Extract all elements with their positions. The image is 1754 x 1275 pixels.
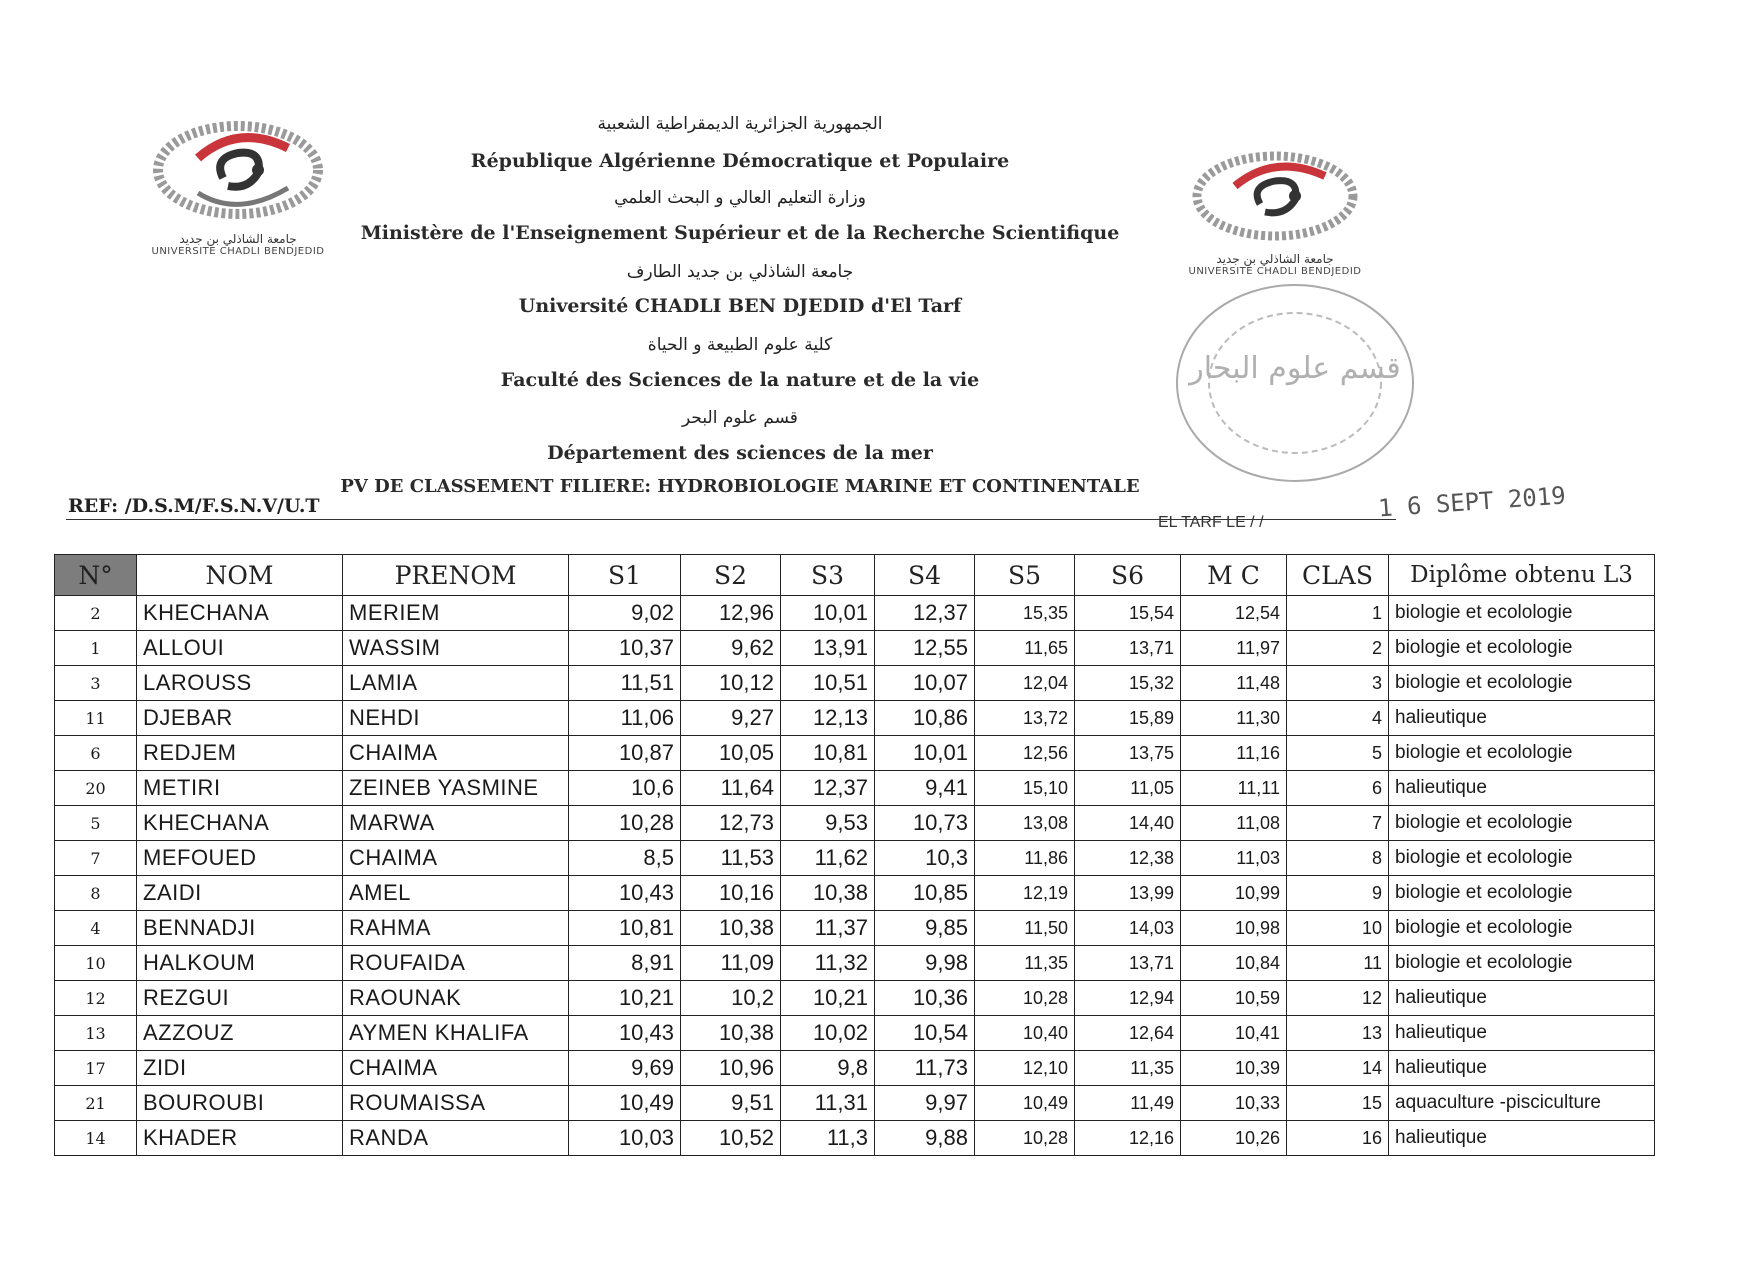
cell-clas: 3	[1287, 666, 1389, 701]
cell-nom: METIRI	[137, 771, 343, 806]
header-clas: CLAS	[1287, 555, 1389, 596]
cell-s3: 9,8	[781, 1051, 875, 1086]
cell-s2: 10,05	[681, 736, 781, 771]
cell-s2: 11,64	[681, 771, 781, 806]
cell-mc: 10,84	[1181, 946, 1287, 981]
cell-clas: 13	[1287, 1016, 1389, 1051]
cell-s4: 10,07	[875, 666, 975, 701]
cell-mc: 11,11	[1181, 771, 1287, 806]
table-row	[55, 631, 1655, 666]
cell-s1: 11,06	[569, 701, 681, 736]
cell-diplome: biologie et ecolologie	[1389, 946, 1655, 981]
header-republic: République Algérienne Démocratique et Populaire	[470, 150, 1010, 172]
cell-s5: 15,10	[975, 771, 1075, 806]
svg-text:قسم علوم البحار: قسم علوم البحار	[1189, 351, 1401, 386]
cell-mc: 10,26	[1181, 1121, 1287, 1156]
header-faculty: Faculté des Sciences de la nature et de la vie	[500, 369, 980, 391]
cell-mc: 10,39	[1181, 1051, 1287, 1086]
cell-nom: REZGUI	[137, 981, 343, 1016]
cell-nom: KHECHANA	[137, 806, 343, 841]
cell-s1: 10,03	[569, 1121, 681, 1156]
cell-s4: 10,36	[875, 981, 975, 1016]
right-logo-caption-fr: UNIVERSITE CHADLI BENDJEDID	[1188, 266, 1362, 277]
cell-s3: 11,37	[781, 911, 875, 946]
cell-s5: 12,19	[975, 876, 1075, 911]
cell-clas: 11	[1287, 946, 1389, 981]
cell-s3: 10,51	[781, 666, 875, 701]
cell-s2: 10,96	[681, 1051, 781, 1086]
cell-nom: KHADER	[137, 1121, 343, 1156]
cell-diplome: halieutique	[1389, 1051, 1655, 1086]
table-row	[55, 806, 1655, 841]
cell-s1: 8,91	[569, 946, 681, 981]
header-arabic-faculty: كلية علوم الطبيعة و الحياة	[647, 335, 833, 355]
cell-s1: 10,81	[569, 911, 681, 946]
cell-prenom: RAHMA	[343, 911, 569, 946]
cell-s5: 11,65	[975, 631, 1075, 666]
cell-s4: 12,37	[875, 596, 975, 631]
cell-s5: 11,35	[975, 946, 1075, 981]
cell-s4: 9,88	[875, 1121, 975, 1156]
table-row	[55, 771, 1655, 806]
cell-nom: AZZOUZ	[137, 1016, 343, 1051]
cell-s4: 12,55	[875, 631, 975, 666]
cell-prenom: AMEL	[343, 876, 569, 911]
cell-s1: 10,49	[569, 1086, 681, 1121]
cell-nom: MEFOUED	[137, 841, 343, 876]
header-arabic-university: جامعة الشاذلي بن جديد الطارف	[626, 262, 854, 282]
cell-diplome: biologie et ecolologie	[1389, 666, 1655, 701]
left-logo-caption-ar: جامعة الشاذلي بن جديد	[179, 232, 297, 246]
header-nom: NOM	[137, 555, 343, 596]
cell-diplome: biologie et ecolologie	[1389, 876, 1655, 911]
left-university-logo	[138, 118, 338, 258]
cell-nom: ZAIDI	[137, 876, 343, 911]
cell-clas: 2	[1287, 631, 1389, 666]
cell-prenom: AYMEN KHALIFA	[343, 1016, 569, 1051]
cell-prenom: CHAIMA	[343, 1051, 569, 1086]
table-row	[55, 841, 1655, 876]
cell-no: 21	[55, 1086, 137, 1121]
cell-clas: 14	[1287, 1051, 1389, 1086]
cell-clas: 5	[1287, 736, 1389, 771]
cell-s4: 10,01	[875, 736, 975, 771]
cell-s3: 11,3	[781, 1121, 875, 1156]
cell-s4: 10,86	[875, 701, 975, 736]
cell-no: 1	[55, 631, 137, 666]
table-row	[55, 1121, 1655, 1156]
header-s4: S4	[875, 555, 975, 596]
cell-s5: 10,49	[975, 1086, 1075, 1121]
cell-prenom: WASSIM	[343, 631, 569, 666]
cell-nom: DJEBAR	[137, 701, 343, 736]
cell-s3: 10,38	[781, 876, 875, 911]
document-title: PV DE CLASSEMENT FILIERE: HYDROBIOLOGIE MARINE ET CONTINENTALE	[340, 476, 1140, 497]
cell-s4: 9,98	[875, 946, 975, 981]
cell-diplome: biologie et ecolologie	[1389, 841, 1655, 876]
cell-mc: 11,97	[1181, 631, 1287, 666]
cell-s1: 10,28	[569, 806, 681, 841]
cell-prenom: MERIEM	[343, 596, 569, 631]
cell-mc: 11,16	[1181, 736, 1287, 771]
cell-mc: 11,08	[1181, 806, 1287, 841]
cell-prenom: CHAIMA	[343, 736, 569, 771]
header-s3: S3	[781, 555, 875, 596]
ranking-table	[54, 554, 1655, 1156]
cell-no: 6	[55, 736, 137, 771]
cell-s2: 10,52	[681, 1121, 781, 1156]
cell-s5: 11,86	[975, 841, 1075, 876]
cell-no: 2	[55, 596, 137, 631]
cell-s6: 13,75	[1075, 736, 1181, 771]
cell-no: 5	[55, 806, 137, 841]
table-row	[55, 596, 1655, 631]
cell-prenom: NEHDI	[343, 701, 569, 736]
cell-no: 7	[55, 841, 137, 876]
cell-prenom: RAOUNAK	[343, 981, 569, 1016]
cell-nom: BOUROUBI	[137, 1086, 343, 1121]
cell-no: 4	[55, 911, 137, 946]
right-university-logo	[1175, 148, 1375, 288]
cell-s6: 13,71	[1075, 631, 1181, 666]
cell-prenom: MARWA	[343, 806, 569, 841]
cell-no: 11	[55, 701, 137, 736]
cell-s5: 12,04	[975, 666, 1075, 701]
cell-s6: 15,54	[1075, 596, 1181, 631]
cell-s4: 9,85	[875, 911, 975, 946]
cell-s4: 10,3	[875, 841, 975, 876]
cell-s6: 13,99	[1075, 876, 1181, 911]
cell-s2: 10,12	[681, 666, 781, 701]
cell-s5: 10,28	[975, 1121, 1075, 1156]
cell-nom: LAROUSS	[137, 666, 343, 701]
cell-clas: 15	[1287, 1086, 1389, 1121]
cell-prenom: ROUFAIDA	[343, 946, 569, 981]
cell-s3: 10,01	[781, 596, 875, 631]
cell-diplome: halieutique	[1389, 701, 1655, 736]
cell-s2: 10,16	[681, 876, 781, 911]
cell-s5: 12,56	[975, 736, 1075, 771]
cell-s1: 11,51	[569, 666, 681, 701]
cell-s1: 10,6	[569, 771, 681, 806]
header-arabic-ministry: وزارة التعليم العالي و البحث العلمي	[614, 188, 866, 208]
table-row	[55, 701, 1655, 736]
cell-s5: 10,40	[975, 1016, 1075, 1051]
cell-prenom: RANDA	[343, 1121, 569, 1156]
header-arabic-department: قسم علوم البحر	[682, 408, 798, 428]
cell-clas: 8	[1287, 841, 1389, 876]
cell-s3: 9,53	[781, 806, 875, 841]
cell-clas: 16	[1287, 1121, 1389, 1156]
cell-s1: 10,21	[569, 981, 681, 1016]
cell-clas: 6	[1287, 771, 1389, 806]
cell-diplome: halieutique	[1389, 771, 1655, 806]
cell-s6: 13,71	[1075, 946, 1181, 981]
header-prenom: PRENOM	[343, 555, 569, 596]
cell-nom: KHECHANA	[137, 596, 343, 631]
header-arabic-republic: الجمهورية الجزائرية الديمقراطية الشعبية	[597, 114, 883, 134]
cell-s1: 8,5	[569, 841, 681, 876]
cell-prenom: ZEINEB YASMINE	[343, 771, 569, 806]
cell-diplome: halieutique	[1389, 1016, 1655, 1051]
header-department: Département des sciences de la mer	[547, 442, 933, 464]
cell-mc: 11,03	[1181, 841, 1287, 876]
cell-no: 20	[55, 771, 137, 806]
cell-s4: 9,41	[875, 771, 975, 806]
cell-nom: BENNADJI	[137, 911, 343, 946]
cell-nom: REDJEM	[137, 736, 343, 771]
cell-s2: 10,38	[681, 911, 781, 946]
department-stamp	[1170, 278, 1420, 488]
cell-s3: 11,31	[781, 1086, 875, 1121]
cell-no: 12	[55, 981, 137, 1016]
cell-no: 10	[55, 946, 137, 981]
cell-s5: 15,35	[975, 596, 1075, 631]
cell-prenom: CHAIMA	[343, 841, 569, 876]
cell-s6: 12,16	[1075, 1121, 1181, 1156]
university-emblem-icon	[138, 118, 338, 228]
cell-mc: 10,98	[1181, 911, 1287, 946]
header-mc: M C	[1181, 555, 1287, 596]
cell-s6: 11,49	[1075, 1086, 1181, 1121]
cell-prenom: LAMIA	[343, 666, 569, 701]
cell-s3: 12,37	[781, 771, 875, 806]
header-s2: S2	[681, 555, 781, 596]
cell-mc: 11,48	[1181, 666, 1287, 701]
header-university: Université CHADLI BEN DJEDID d'El Tarf	[518, 295, 962, 317]
cell-s6: 11,35	[1075, 1051, 1181, 1086]
table-body	[55, 596, 1655, 1156]
cell-nom: HALKOUM	[137, 946, 343, 981]
table-row	[55, 981, 1655, 1016]
cell-diplome: biologie et ecolologie	[1389, 806, 1655, 841]
header-s5: S5	[975, 555, 1075, 596]
cell-clas: 1	[1287, 596, 1389, 631]
cell-s5: 11,50	[975, 911, 1075, 946]
header-s1: S1	[569, 555, 681, 596]
cell-s3: 10,02	[781, 1016, 875, 1051]
cell-mc: 11,30	[1181, 701, 1287, 736]
cell-mc: 12,54	[1181, 596, 1287, 631]
cell-diplome: biologie et ecolologie	[1389, 631, 1655, 666]
cell-diplome: biologie et ecolologie	[1389, 596, 1655, 631]
header-s6: S6	[1075, 555, 1181, 596]
cell-s3: 13,91	[781, 631, 875, 666]
date-label: EL TARF LE / /	[1158, 514, 1264, 531]
cell-s6: 12,64	[1075, 1016, 1181, 1051]
cell-s1: 9,02	[569, 596, 681, 631]
university-emblem-icon	[1175, 148, 1375, 248]
header-no: N°	[55, 555, 137, 596]
table-row	[55, 946, 1655, 981]
cell-s1: 9,69	[569, 1051, 681, 1086]
cell-s3: 11,32	[781, 946, 875, 981]
cell-s1: 10,43	[569, 876, 681, 911]
cell-no: 17	[55, 1051, 137, 1086]
cell-s2: 10,2	[681, 981, 781, 1016]
cell-s2: 12,73	[681, 806, 781, 841]
table-row	[55, 911, 1655, 946]
cell-s5: 10,28	[975, 981, 1075, 1016]
cell-no: 8	[55, 876, 137, 911]
cell-s3: 12,13	[781, 701, 875, 736]
cell-s6: 11,05	[1075, 771, 1181, 806]
cell-s6: 12,94	[1075, 981, 1181, 1016]
cell-mc: 10,59	[1181, 981, 1287, 1016]
table-row	[55, 1016, 1655, 1051]
cell-s5: 12,10	[975, 1051, 1075, 1086]
cell-s1: 10,43	[569, 1016, 681, 1051]
cell-s4: 10,85	[875, 876, 975, 911]
cell-s2: 12,96	[681, 596, 781, 631]
cell-s2: 9,27	[681, 701, 781, 736]
cell-s1: 10,37	[569, 631, 681, 666]
cell-no: 14	[55, 1121, 137, 1156]
cell-s5: 13,08	[975, 806, 1075, 841]
right-logo-caption-ar: جامعة الشاذلي بن جديد	[1216, 252, 1334, 266]
cell-clas: 7	[1287, 806, 1389, 841]
cell-diplome: biologie et ecolologie	[1389, 911, 1655, 946]
cell-s2: 9,62	[681, 631, 781, 666]
cell-s4: 11,73	[875, 1051, 975, 1086]
reference-label: REF: /D.S.M/F.S.N.V/U.T	[68, 495, 320, 517]
cell-prenom: ROUMAISSA	[343, 1086, 569, 1121]
table-row	[55, 736, 1655, 771]
cell-clas: 12	[1287, 981, 1389, 1016]
cell-clas: 4	[1287, 701, 1389, 736]
cell-mc: 10,33	[1181, 1086, 1287, 1121]
cell-clas: 10	[1287, 911, 1389, 946]
cell-s2: 10,38	[681, 1016, 781, 1051]
table-row	[55, 666, 1655, 701]
cell-s6: 15,89	[1075, 701, 1181, 736]
cell-s3: 10,21	[781, 981, 875, 1016]
cell-s2: 9,51	[681, 1086, 781, 1121]
cell-s1: 10,87	[569, 736, 681, 771]
cell-no: 3	[55, 666, 137, 701]
cell-clas: 9	[1287, 876, 1389, 911]
cell-diplome: halieutique	[1389, 1121, 1655, 1156]
cell-diplome: biologie et ecolologie	[1389, 736, 1655, 771]
cell-s3: 10,81	[781, 736, 875, 771]
cell-no: 13	[55, 1016, 137, 1051]
date-stamp: 1 6 SEPT 2019	[1377, 481, 1567, 523]
cell-s5: 13,72	[975, 701, 1075, 736]
cell-mc: 10,41	[1181, 1016, 1287, 1051]
cell-s2: 11,53	[681, 841, 781, 876]
cell-diplome: halieutique	[1389, 981, 1655, 1016]
cell-s6: 15,32	[1075, 666, 1181, 701]
cell-s2: 11,09	[681, 946, 781, 981]
cell-diplome: aquaculture -pisciculture	[1389, 1086, 1655, 1121]
cell-nom: ZIDI	[137, 1051, 343, 1086]
table-row	[55, 876, 1655, 911]
cell-s4: 9,97	[875, 1086, 975, 1121]
cell-s6: 14,40	[1075, 806, 1181, 841]
cell-s4: 10,73	[875, 806, 975, 841]
cell-nom: ALLOUI	[137, 631, 343, 666]
table-header-row	[55, 555, 1655, 596]
cell-s3: 11,62	[781, 841, 875, 876]
cell-s6: 14,03	[1075, 911, 1181, 946]
table-row	[55, 1086, 1655, 1121]
cell-s4: 10,54	[875, 1016, 975, 1051]
cell-s6: 12,38	[1075, 841, 1181, 876]
cell-mc: 10,99	[1181, 876, 1287, 911]
header-diplome: Diplôme obtenu L3	[1389, 555, 1655, 596]
header-ministry: Ministère de l'Enseignement Supérieur et de la Recherche Scientifique	[360, 222, 1120, 244]
table-row	[55, 1051, 1655, 1086]
left-logo-caption-fr: UNIVERSITE CHADLI BENDJEDID	[151, 246, 325, 257]
